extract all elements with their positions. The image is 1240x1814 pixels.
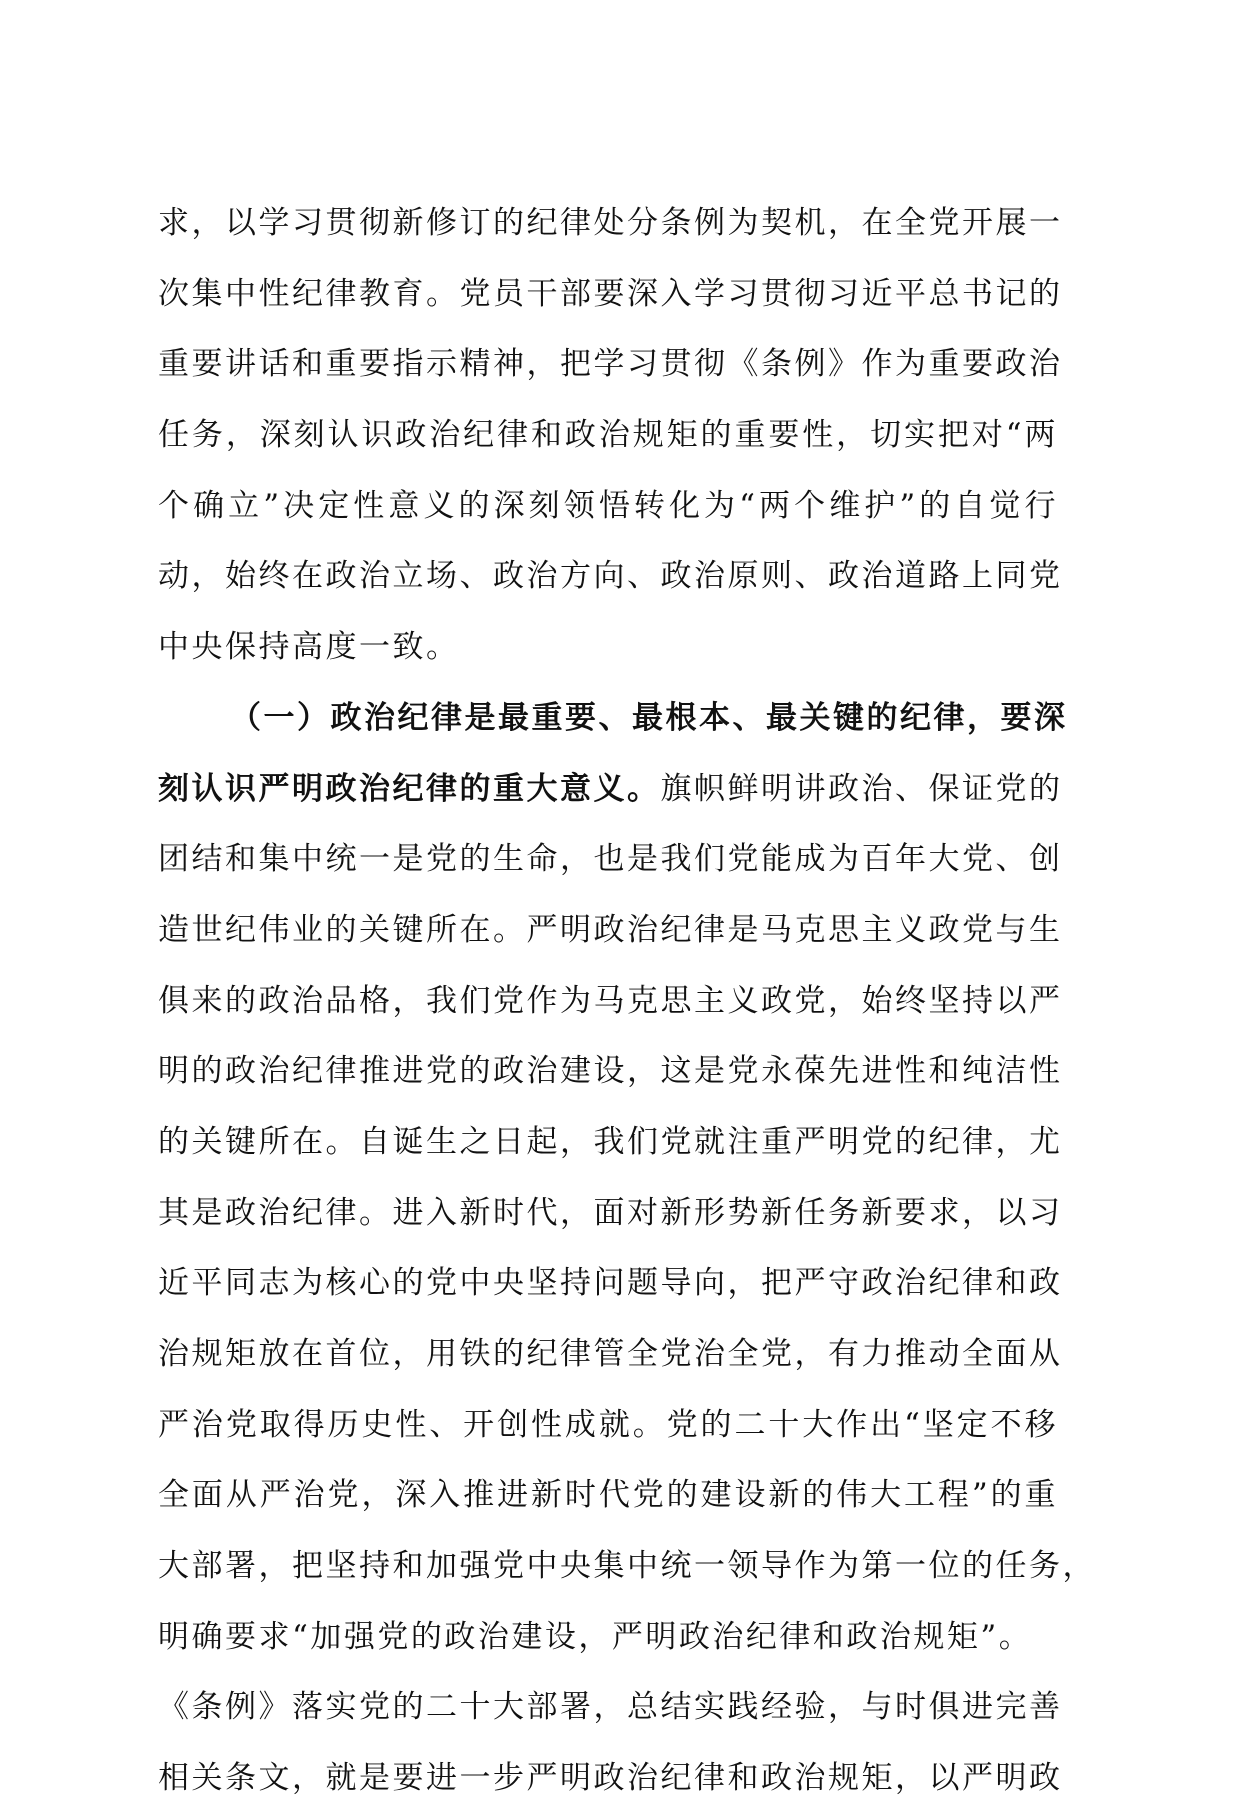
- text-line: 全面从严治党，深入推进新时代党的建设新的伟大工程”的重: [158, 1477, 1058, 1514]
- text-line: 中央保持高度一致。: [158, 629, 460, 666]
- text-line: 《条例》落实党的二十大部署，总结实践经验，与时俱进完善: [158, 1689, 1063, 1726]
- text-line: 的关键所在。自诞生之日起，我们党就注重严明党的纪律，尤: [158, 1123, 1063, 1160]
- text-line: 治规矩放在首位，用铁的纪律管全党治全党，有力推动全面从: [158, 1336, 1063, 1372]
- text-line: 俱来的政治品格，我们党作为马克思主义政党，始终坚持以严: [158, 982, 1063, 1019]
- section-heading-continuation: 刻认识严明政治纪律的重大意义。: [158, 770, 661, 807]
- text-line: 相关条文，就是要进一步严明政治纪律和政治规矩，以严明政: [158, 1760, 1063, 1797]
- text-line: 次集中性纪律教育。党员干部要深入学习贯彻习近平总书记的: [158, 275, 1063, 312]
- text-line: 近平同志为核心的党中央坚持问题导向，把严守政治纪律和政: [158, 1265, 1063, 1302]
- body-text: [158, 188, 1096, 1814]
- text-line: [158, 754, 1063, 825]
- text-line: 大部署，把坚持和加强党中央集中统一领导作为第一位的任务，: [158, 1548, 1096, 1585]
- text-line: 造世纪伟业的关键所在。严明政治纪律是马克思主义政党与生: [158, 911, 1063, 948]
- text-line: 求，以学习贯彻新修订的纪律处分条例为契机，在全党开展一: [158, 205, 1063, 241]
- text-line: 动，始终在政治立场、政治方向、政治原则、政治道路上同党: [158, 558, 1063, 595]
- text-line: 明确要求“加强党的政治建设，严明政治纪律和政治规矩”。: [158, 1618, 1033, 1655]
- text-line: 任务，深刻认识政治纪律和政治规矩的重要性，切实把对“两: [158, 417, 1058, 454]
- text-line: 严治党取得历史性、开创性成就。党的二十大作出“坚定不移: [158, 1406, 1058, 1443]
- text-run: 旗帜鲜明讲政治、保证党的: [660, 770, 1063, 807]
- text-line: 重要讲话和重要指示精神，把学习贯彻《条例》作为重要政治: [158, 346, 1063, 383]
- text-line: 明的政治纪律推进党的政治建设，这是党永葆先进性和纯洁性: [158, 1053, 1063, 1090]
- text-line: 团结和集中统一是党的生命，也是我们党能成为百年大党、创: [158, 841, 1063, 878]
- text-line: 个确立”决定性意义的深刻领悟转化为“两个维护”的自觉行: [158, 487, 1058, 524]
- text-line: 其是政治纪律。进入新时代，面对新形势新任务新要求，以习: [158, 1194, 1063, 1231]
- section-heading-line: （一）政治纪律是最重要、最根本、最关键的纪律，要深: [230, 699, 1068, 736]
